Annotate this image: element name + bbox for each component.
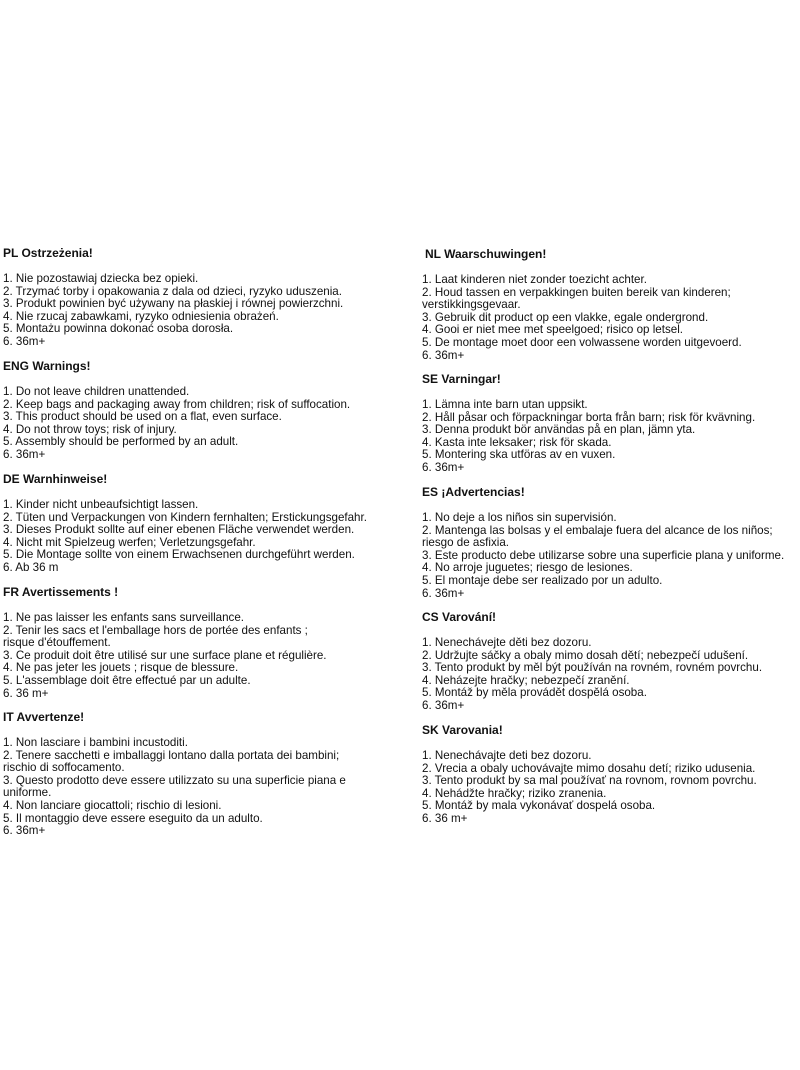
warning-item: 3. Ce produit doit être utilisé sur une surface plane et régulière. — [3, 648, 327, 662]
section-heading: SK Varovania! — [422, 723, 503, 737]
warning-item: 5. L'assemblage doit être effectué par un adulte. — [3, 673, 251, 687]
warning-item: 2. Mantenga las bolsas y el embalaje fuera del alcance de los niños; riesgo de asfixia. — [422, 523, 773, 550]
warning-list — [3, 386, 395, 462]
warning-section-sk — [422, 724, 800, 826]
section-heading: SE Varningar! — [422, 372, 501, 386]
section-heading: IT Avvertenze! — [3, 710, 85, 724]
warning-item: 1. Ne pas laisser les enfants sans surveillance. — [3, 611, 245, 624]
warning-item: 6. 36m+ — [422, 586, 465, 600]
section-heading: ES ¡Advertencias! — [422, 485, 525, 499]
warning-section-fr — [3, 586, 395, 700]
section-heading: DE Warnhinweise! — [3, 472, 108, 486]
warning-section-pl — [3, 247, 395, 349]
warning-list — [3, 499, 395, 575]
warning-item: 3. Denna produkt bör användas på en plan, jämn yta. — [422, 423, 696, 437]
warning-list — [3, 273, 395, 349]
warning-item: 4. Non lanciare giocattoli; rischio di lesioni. — [3, 798, 222, 812]
warning-item: 5. Montáž by mala vykonávať dospelá osoba. — [422, 799, 656, 813]
warning-item: 5. Die Montage sollte von einem Erwachsenen durchgeführt werden. — [3, 548, 355, 562]
warning-item: 2. Vrecia a obaly uchovávajte mimo dosahu detí; riziko udusenia. — [422, 761, 756, 775]
warning-item: 4. Ne pas jeter les jouets ; risque de blessure. — [3, 661, 239, 675]
warning-item: 6. 36m+ — [422, 460, 465, 474]
warning-item: 1. Do not leave children unattended. — [3, 385, 190, 398]
warning-item: 4. Nehádžte hračky; riziko zranenia. — [422, 786, 607, 800]
warning-section-nl — [422, 248, 800, 362]
warning-item: 3. Questo prodotto deve essere utilizzato su una superficie piana e uniforme. — [3, 773, 346, 800]
warning-item: 4. Kasta inte leksaker; risk för skada. — [422, 435, 612, 449]
warning-item: 2. Trzymać torby i opakowania z dala od dzieci, ryzyko uduszenia. — [3, 284, 342, 298]
section-heading: ENG Warnings! — [3, 359, 91, 373]
section-heading: CS Varování! — [422, 610, 497, 624]
warning-item: 3. This product should be used on a flat, even surface. — [3, 410, 282, 424]
section-heading: NL Waarschuwingen! — [425, 247, 547, 261]
warning-item: 3. Tento produkt by sa mal používať na rovnom, rovnom povrchu. — [422, 774, 757, 788]
warning-item: 5. Il montaggio deve essere eseguito da un adulto. — [3, 811, 263, 825]
warning-item: 6. 36m+ — [422, 698, 465, 712]
warning-section-eng — [3, 360, 395, 462]
warning-list — [3, 737, 395, 838]
warning-item: 2. Håll påsar och förpackningar borta från barn; risk för kvävning. — [422, 410, 756, 424]
warning-item: 2. Keep bags and packaging away from children; risk of suffocation. — [3, 397, 351, 411]
warning-section-de — [3, 473, 395, 575]
warning-item: 6. 36 m+ — [3, 686, 49, 700]
warning-item: 1. Kinder nicht unbeaufsichtigt lassen. — [3, 498, 199, 511]
warning-item: 5. Assembly should be performed by an adult. — [3, 435, 239, 449]
warning-item: 3. Produkt powinien być używany na płaskiej i równej powierzchni. — [3, 297, 344, 311]
section-heading: FR Avertissements ! — [3, 585, 119, 599]
warning-item: 6. 36 m+ — [422, 811, 468, 825]
warning-item: 1. Non lasciare i bambini incustoditi. — [3, 736, 188, 749]
warning-item: 6. 36m+ — [422, 348, 465, 362]
warning-item: 1. Nenechávajte deti bez dozoru. — [422, 749, 592, 762]
warning-item: 5. Montáž by měla provádět dospělá osoba. — [422, 686, 647, 700]
warning-section-it — [3, 711, 395, 838]
warning-section-es — [422, 486, 800, 600]
warning-list — [422, 637, 800, 713]
warning-list — [422, 750, 800, 826]
warning-item: 4. No arroje juguetes; riesgo de lesiones. — [422, 561, 633, 575]
warning-item: 3. Este producto debe utilizarse sobre una superficie plana y uniforme. — [422, 548, 785, 562]
warning-item: 2. Tenere sacchetti e imballaggi lontano dalla portata dei bambini; rischio di soffocamento. — [3, 748, 340, 775]
warning-item: 6. 36m+ — [3, 824, 46, 838]
warning-item: 5. El montaje debe ser realizado por un adulto. — [422, 573, 663, 587]
warning-item: 3. Gebruik dit product op een vlakke, egale ondergrond. — [422, 310, 709, 324]
warning-item: 1. Nenechávejte děti bez dozoru. — [422, 636, 592, 649]
warning-item: 2. Houd tassen en verpakkingen buiten bereik van kinderen; verstikkingsgevaar. — [422, 285, 731, 312]
warning-item: 2. Tüten und Verpackungen von Kindern fernhalten; Erstickungsgefahr. — [3, 510, 367, 524]
warning-item: 4. Gooi er niet mee met speelgoed; risico op letsel. — [422, 323, 683, 337]
warning-item: 1. Nie pozostawiaj dziecka bez opieki. — [3, 272, 199, 285]
warning-item: 3. Tento produkt by měl být používán na rovném, rovném povrchu. — [422, 661, 763, 675]
warning-item: 4. Nie rzucaj zabawkami, ryzyko odniesienia obrażeń. — [3, 309, 279, 323]
warning-item: 2. Udržujte sáčky a obaly mimo dosah dětí; nebezpečí udušení. — [422, 648, 749, 662]
warning-item: 6. Ab 36 m — [3, 560, 59, 574]
warning-item: 2. Tenir les sacs et l'emballage hors de portée des enfants ; risque d'étouffement. — [3, 623, 308, 650]
warning-item: 4. Do not throw toys; risk of injury. — [3, 422, 177, 436]
warning-list — [3, 612, 395, 700]
warning-list — [422, 274, 800, 362]
warning-item: 4. Nicht mit Spielzeug werfen; Verletzungsgefahr. — [3, 535, 256, 549]
warning-section-cs — [422, 611, 800, 713]
warning-item: 6. 36m+ — [3, 447, 46, 461]
warning-list — [422, 512, 800, 600]
warning-item: 5. Montażu powinna dokonać osoba dorosła. — [3, 322, 234, 336]
warning-section-se — [422, 373, 800, 475]
warning-item: 5. De montage moet door een volwassene worden uitgevoerd. — [422, 335, 742, 349]
warning-item: 6. 36m+ — [3, 334, 46, 348]
warning-item: 3. Dieses Produkt sollte auf einer ebenen Fläche verwendet werden. — [3, 523, 355, 537]
warning-item: 5. Montering ska utföras av en vuxen. — [422, 448, 616, 462]
warning-item: 1. No deje a los niños sin supervisión. — [422, 511, 617, 524]
warning-list — [422, 399, 800, 475]
warning-item: 4. Neházejte hračky; nebezpečí zranění. — [422, 673, 630, 687]
warning-item: 1. Laat kinderen niet zonder toezicht achter. — [422, 273, 647, 286]
warning-item: 1. Lämna inte barn utan uppsikt. — [422, 398, 588, 411]
section-heading: PL Ostrzeżenia! — [3, 246, 93, 260]
